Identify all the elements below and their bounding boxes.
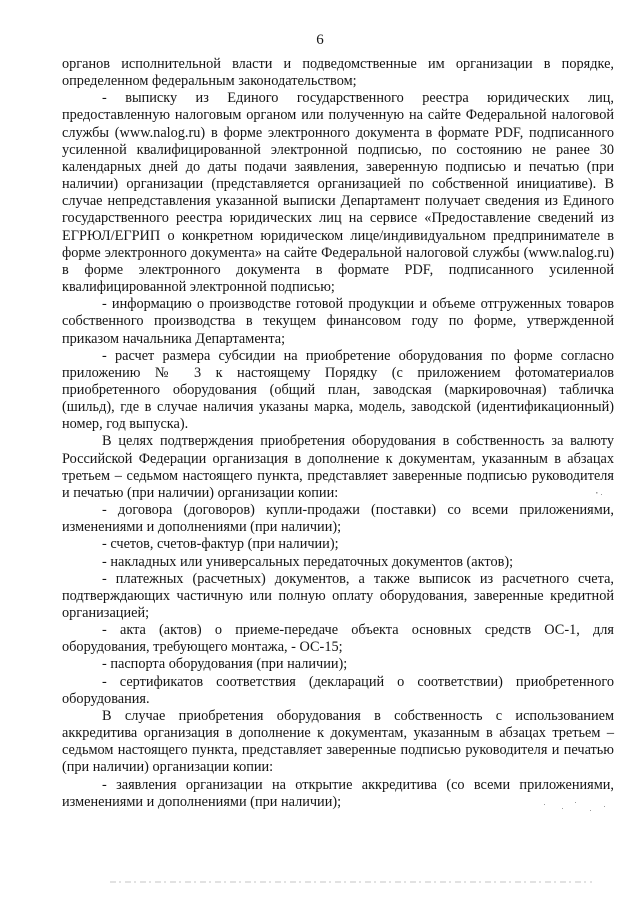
paragraph: - накладных или универсальных передаточных документов (актов);: [102, 553, 514, 570]
paragraph: - информацию о производстве готовой продукции и объеме отгруженных товаров собственного производства в текущем финансовом году по форме, утвержденной приказом начальника Департамента;: [62, 296, 614, 347]
paragraph: - выписку из Единого государственного реестра юридических лиц, предоставленную налоговым органом или полученную на сайте Федеральной налоговой службы (www.nalog.ru) в форме электронного документа в формате PDF, подписанного усиленной квалифицированной электронной подписью, по состоянию не ранее 30 календарных дней до даты подачи заявления, заверенную подписью и печатью (при наличии) организации (представляется организацией по собственной инициативе). В случае непредставления указанной выписки Департамент получает сведения из Единого государственного реестра юридических лиц на сервисе «Предоставление сведений из ЕГРЮЛ/ЕГРИП о конкретном юридическом лице/индивидуальном предпринимателе в форме электронного документа» на сайте Федеральной налоговой службы (www.nalog.ru) в форме электронного документа в формате PDF, подписанного усиленной квалифицированной электронной подписью;: [62, 90, 614, 296]
paragraph: - счетов, счетов-фактур (при наличии);: [102, 536, 339, 553]
paragraph: В целях подтверждения приобретения оборудования в собственность за валюту Российской Федерации организация в дополнение к документам, указанным в абзацах третьем – седьмом настоящего пункта, представляет заверенные подписью руководителя и печатью (при наличии) организации копии:: [62, 433, 614, 501]
paragraph: - расчет размера субсидии на приобретение оборудования по форме согласно приложению № 3 к настоящему Порядку (с приложением фотоматериалов приобретенного оборудования (общий план, заводская (маркировочная) табличка (шильд), где в случае наличия указаны марка, модель, заводской (идентификационный) номер, год выпуска).: [62, 347, 614, 433]
page-number: 6: [316, 32, 324, 48]
paragraph: органов исполнительной власти и подведомственные им организации в порядке, определенном федеральным законодательством;: [62, 56, 614, 90]
paragraph: - заявления организации на открытие аккредитива (со всеми приложениями, изменениями и дополнениями (при наличии);: [62, 776, 614, 810]
paragraph: В случае приобретения оборудования в собственность с использованием аккредитива организация в дополнение к документам, указанным в абзацах третьем – седьмом настоящего пункта, представляет заверенные подписью руководителя и печатью (при наличии) организации копии:: [62, 707, 614, 776]
paragraph: - акта (актов) о приеме-передаче объекта основных средств ОС-1, для оборудования, требующего монтажа, - ОС-15;: [62, 622, 614, 656]
paragraph: - платежных (расчетных) документов, а также выписок из расчетного счета, подтверждающих частичную или полную оплату оборудования, заверенные кредитной организацией;: [62, 570, 614, 621]
paragraph: - сертификатов соответствия (деклараций о соответствии) приобретенного оборудования.: [62, 673, 614, 707]
paragraph: - договора (договоров) купли-продажи (поставки) со всеми приложениями, изменениями и дополнениями (при наличии);: [62, 502, 614, 536]
document-body: [62, 56, 614, 811]
paragraph: - паспорта оборудования (при наличии);: [102, 656, 348, 673]
